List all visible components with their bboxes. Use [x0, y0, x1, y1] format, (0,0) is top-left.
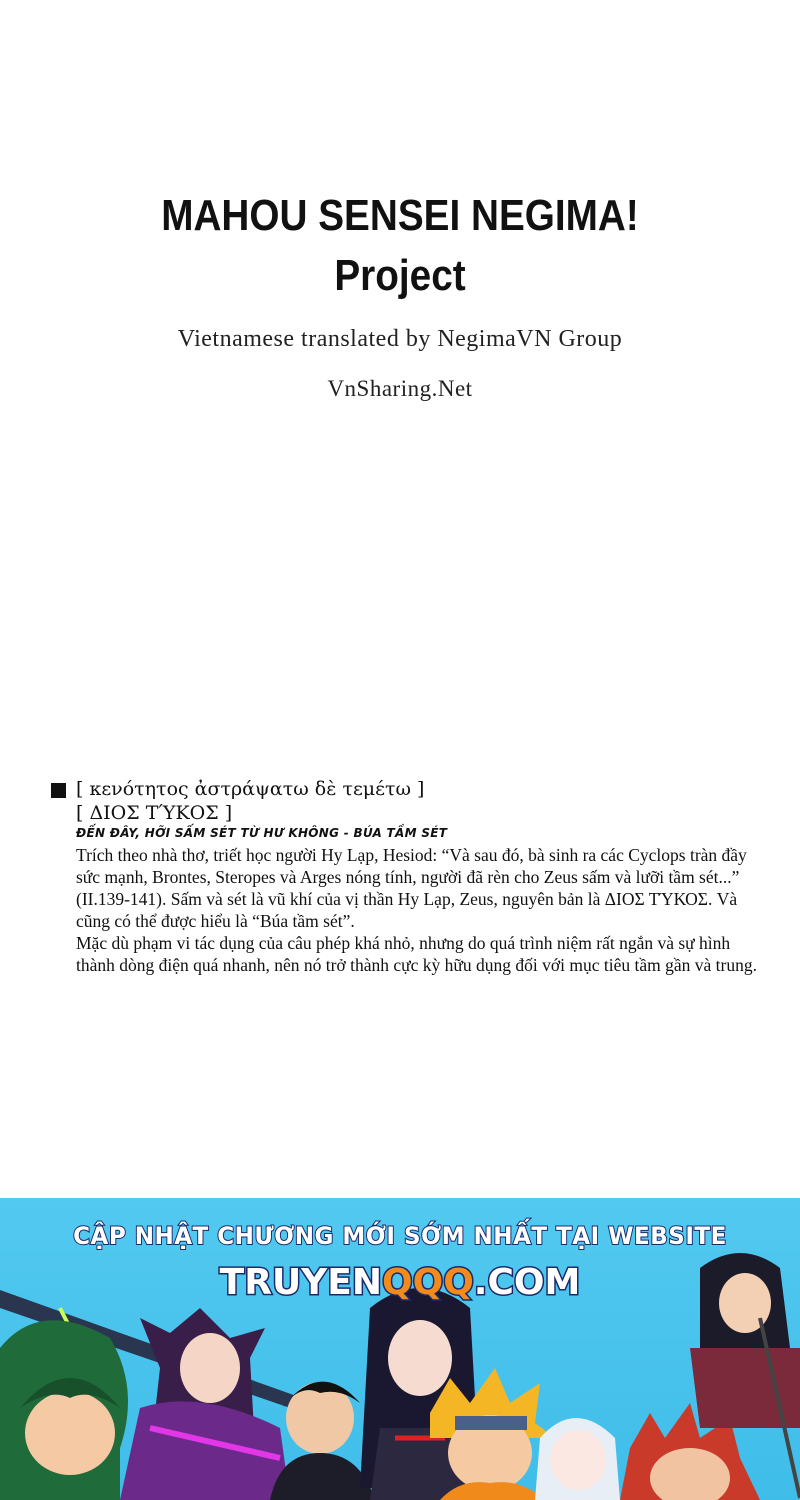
source-site: VnSharing.Net: [327, 376, 473, 401]
site-highlight: QQQ: [381, 1262, 474, 1303]
banner-website-link[interactable]: [0, 1262, 800, 1303]
page-title-line-1: MAHOU SENSEI NEGIMA!: [161, 191, 639, 240]
banner-headline: CẬP NHẬT CHƯƠNG MỚI SỚM NHẤT TẠI WEBSITE: [73, 1222, 727, 1250]
site-prefix: TRUYEN: [219, 1262, 382, 1303]
translator-credit: Vietnamese translated by NegimaVN Group: [177, 326, 623, 352]
spell-incantation: [ κενότητος ἀστράψατω δὲ τεμέτω ]: [76, 778, 425, 800]
spell-subtitle: ĐẾN ĐÂY, HỠI SẤM SÉT TỪ HƯ KHÔNG - BÚA TẦM SÉT: [76, 826, 448, 840]
spell-name: [ ΔΙΟΣ ΤΎΚΟΣ ]: [76, 802, 233, 824]
site-suffix: .COM: [473, 1262, 581, 1303]
description-paragraph-2: Mặc dù phạm vi tác dụng của câu phép khá nhỏ, nhưng do quá trình niệm rất ngắn và sự hình thành dòng điện quá nhanh, nên nó trở thành cực kỳ hữu dụng đối với mục tiêu tầm gần và trung.: [76, 933, 757, 975]
bullet-square-icon: [51, 783, 66, 798]
page-title-line-2: Project: [334, 251, 466, 300]
description-paragraph-1: Trích theo nhà thơ, triết học người Hy Lạp, Hesiod: “Và sau đó, bà sinh ra các Cyclops tràn đầy sức mạnh, Brontes, Steropes và Arges nóng tính, người đã rèn cho Zeus sấm và lưỡi tầm sét...” (II.139-141). Sấm và sét là vũ khí của vị thần Hy Lạp, Zeus, nguyên bản là ΔΙΟΣ ΤΎΚΟΣ. Và cũng có thể được hiểu là “Búa tầm sét”.: [76, 845, 747, 931]
promo-banner[interactable]: [0, 1198, 800, 1500]
spell-description: [76, 844, 766, 976]
